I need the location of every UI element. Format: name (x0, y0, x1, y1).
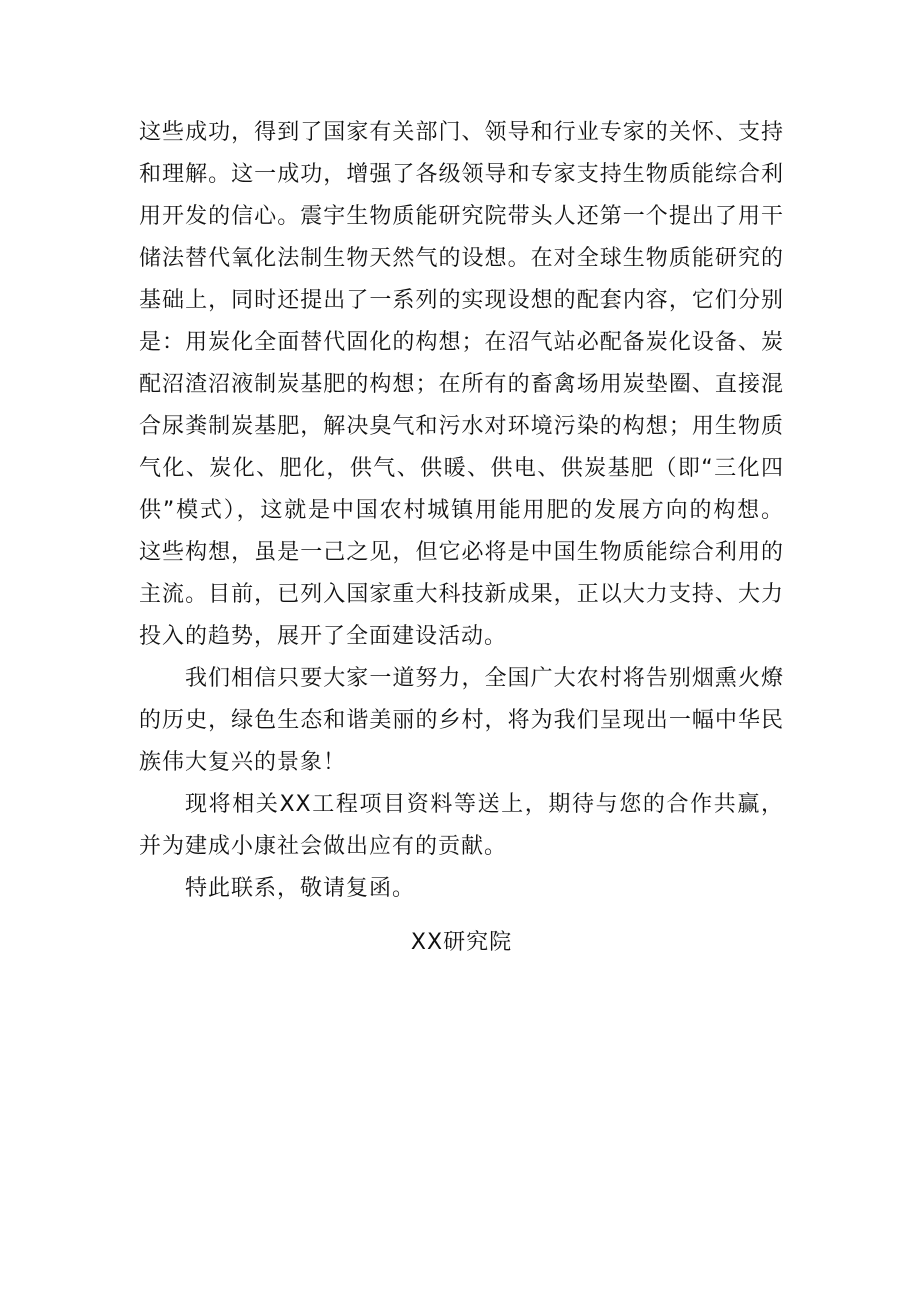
document-body (139, 112, 784, 964)
paragraph-4: 特此联系，敬请复函。 (185, 876, 416, 901)
signature: XX研究院 (410, 930, 513, 955)
paragraph-1: 这些成功，得到了国家有关部门、领导和行业专家的关怀、支持和理解。这一成功，增强了各级领导和专家支持生物质能综合利用开发的信心。震宇生物质能研究院带头人还第一个提出了用干储法替代氧化法制生物天然气的设想。在对全球生物质能研究的基础上，同时还提出了一系列的实现设想的配套内容，它们分别是：用炭化全面替代固化的构想；在沼气站必配备炭化设备、炭配沼渣沼液制炭基肥的构想；在所有的畜禽场用炭垫圈、直接混合尿粪制炭基肥，解决臭气和污水对环境污染的构想；用生物质气化、炭化、肥化，供气、供暖、供电、供炭基肥（即“三化四供”模式），这就是中国农村城镇用能用肥的发展方向的构想。这些构想，虽是一己之见，但它必将是中国生物质能综合利用的主流。目前，已列入国家重大科技新成果，正以大力支持、大力投入的趋势，展开了全面建设活动。 (139, 120, 784, 649)
paragraph-2: 我们相信只要大家一道努力，全国广大农村将告别烟熏火燎的历史，绿色生态和谐美丽的乡村，将为我们呈现出一幅中华民族伟大复兴的景象！ (139, 666, 784, 775)
paragraph-3: 现将相关XX工程项目资料等送上，期待与您的合作共赢，并为建成小康社会做出应有的贡献。 (139, 792, 784, 859)
